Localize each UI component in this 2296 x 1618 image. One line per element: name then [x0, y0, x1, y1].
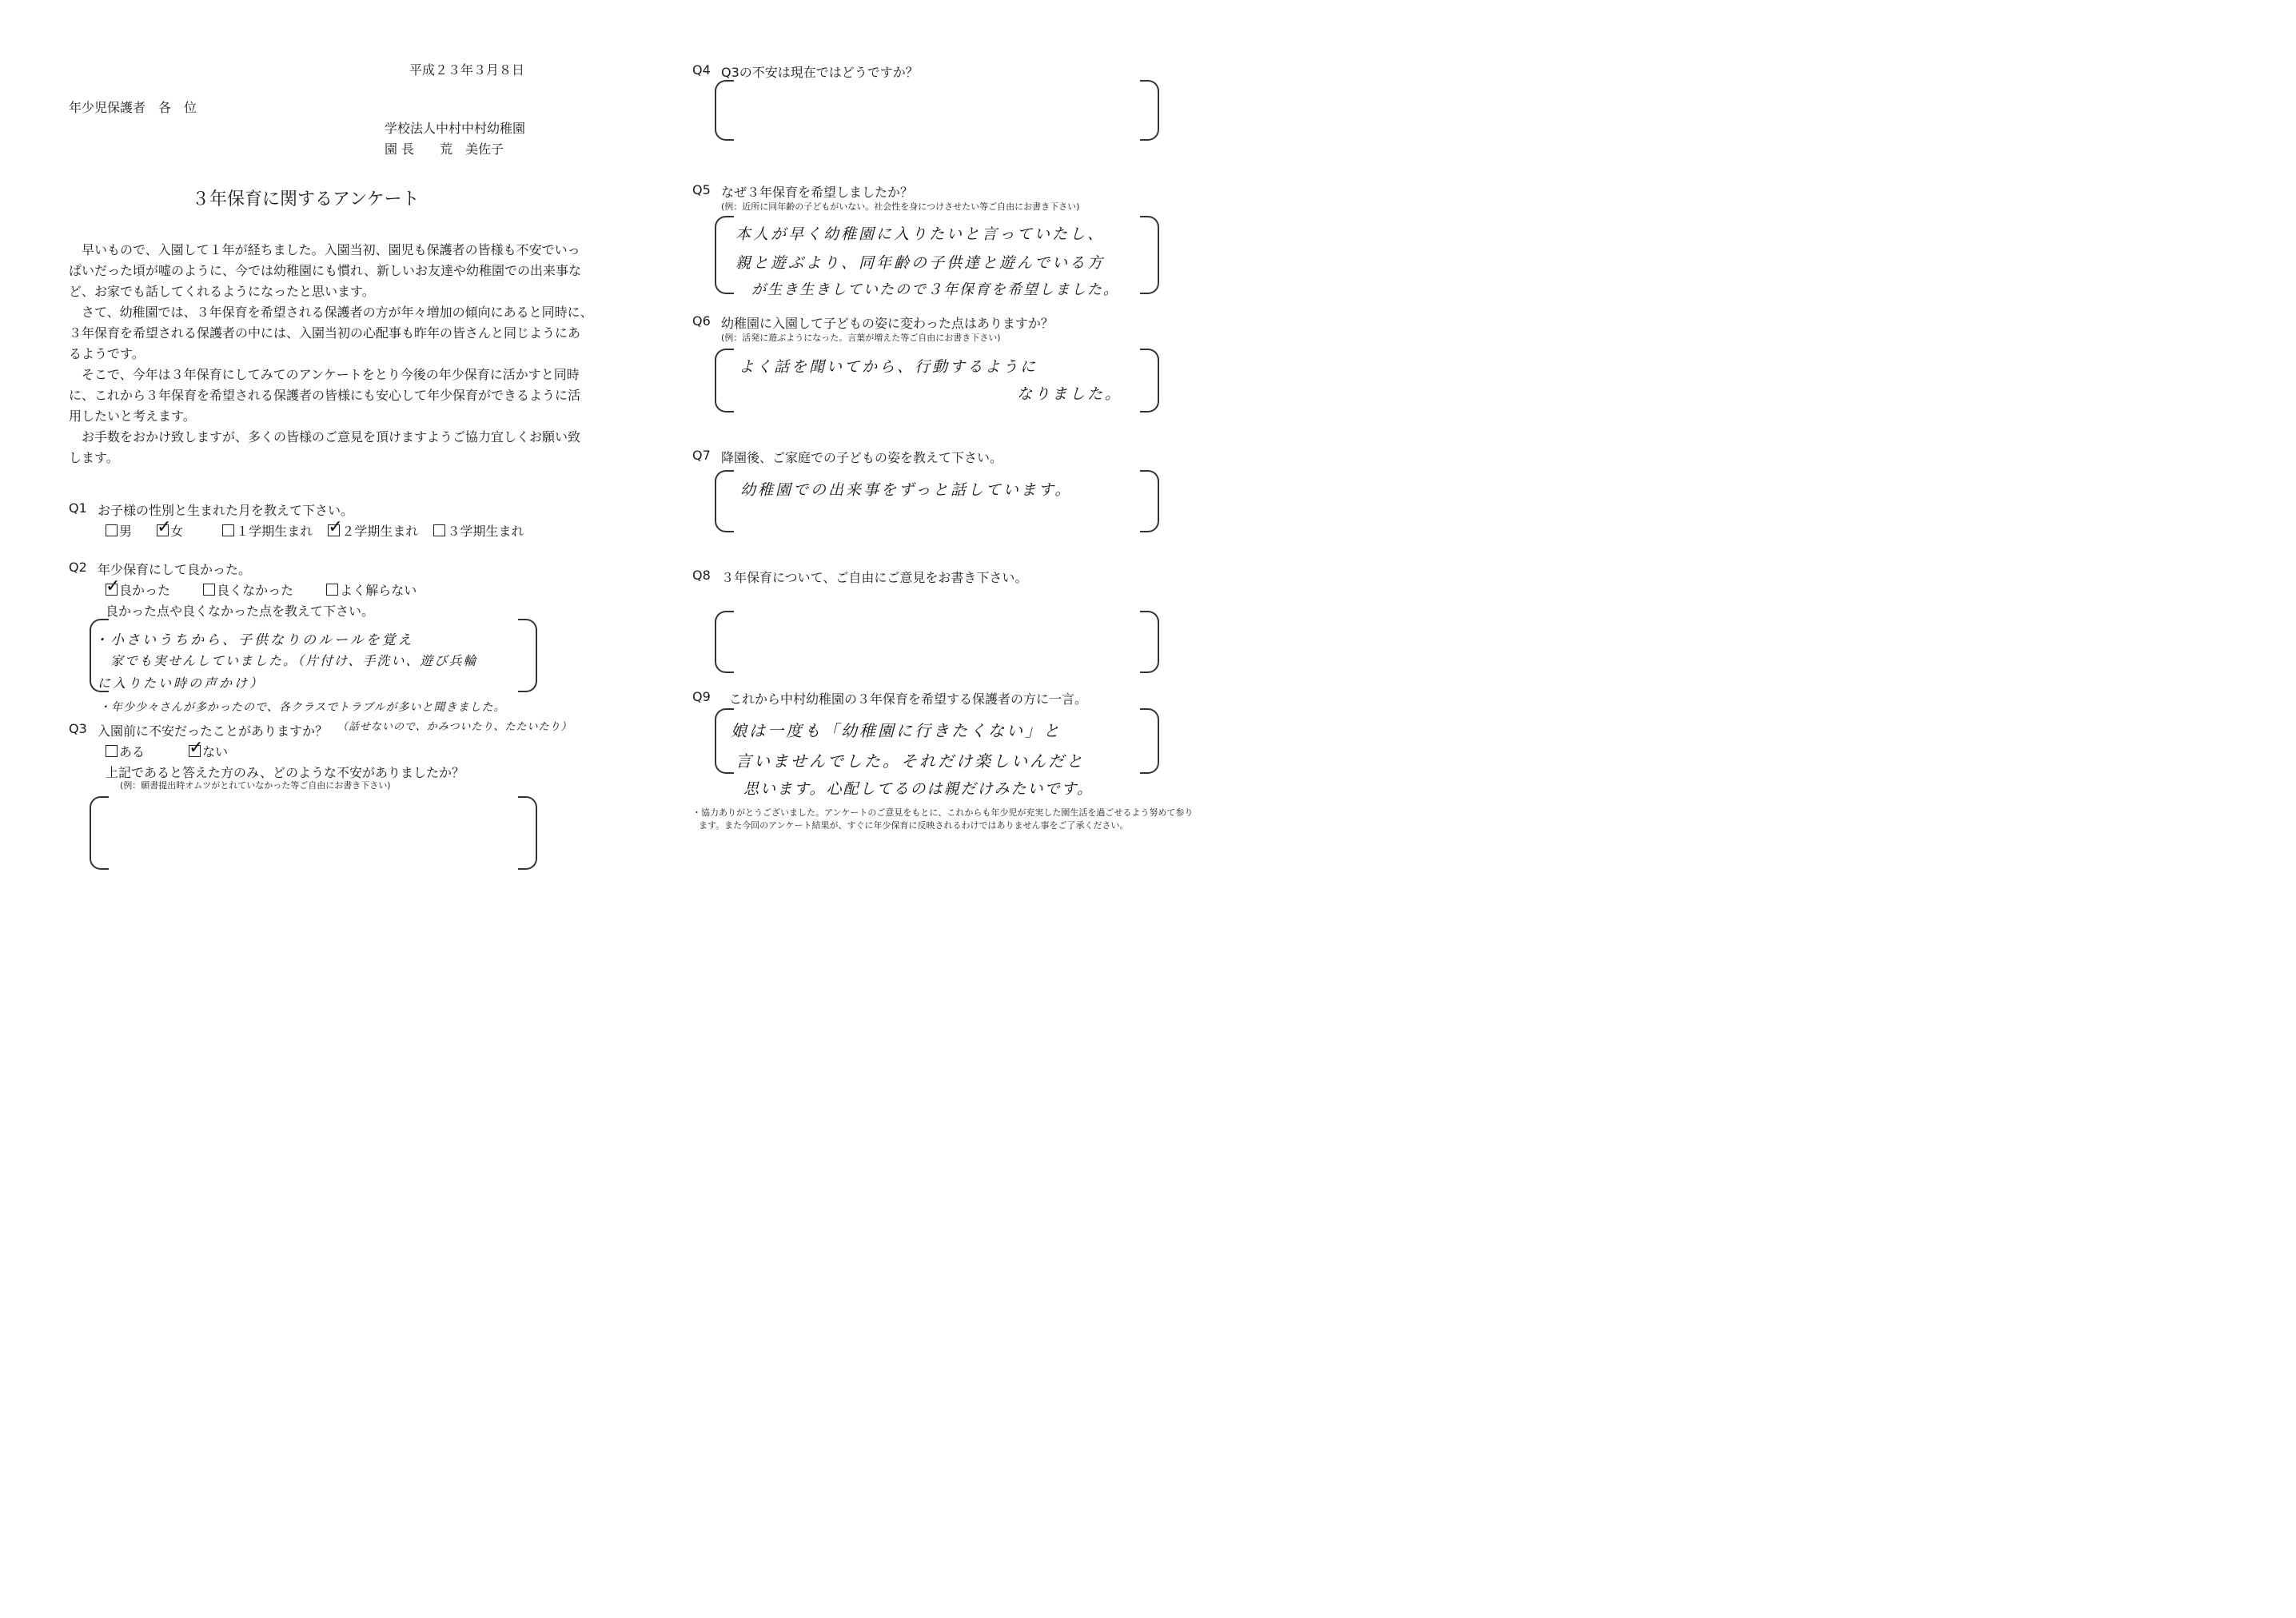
option-yes[interactable]: ある: [106, 742, 145, 760]
q2-number: Q2: [69, 560, 87, 575]
option-no[interactable]: ✓ ない: [189, 742, 228, 760]
q9-question: これから中村幼稚園の３年保育を希望する保護者の方に一言。: [729, 691, 1088, 707]
intro-line: します。: [69, 450, 119, 465]
intro-line: そこで、今年は３年保育にしてみてのアンケートをとり今後の年少保育に活かすと同時: [82, 367, 580, 382]
q6-example: (例：活発に遊ぶようになった。言葉が増えた等ご自由にお書き下さい): [721, 333, 1001, 343]
q9-answer-line: 娘は一度も「幼稚園に行きたくない」と: [731, 721, 1062, 740]
option-male[interactable]: 男: [106, 521, 132, 540]
q4-question: Q3の不安は現在ではどうですか？: [721, 65, 919, 80]
checkbox-checked[interactable]: [157, 524, 169, 536]
option-not-good[interactable]: 良くなかった: [203, 580, 293, 599]
intro-line: ぱいだった頃が嘘のように、今では幼稚園にも慣れ、新しいお友達や幼稚園での出来事な: [69, 263, 581, 278]
intro-line: ど、お家でも話してくれるようになったと思います。: [69, 284, 375, 299]
q1-number: Q1: [69, 500, 87, 516]
q8-number: Q8: [692, 568, 711, 583]
checkbox[interactable]: [326, 584, 338, 596]
q5-number: Q5: [692, 182, 711, 197]
checkbox-checked[interactable]: [189, 745, 201, 757]
q2-question: 年少保育にして良かった。: [98, 562, 252, 577]
intro-line: 早いもので、入園して１年が経ちました。入園当初、園児も保護者の皆様も不安でいっ: [82, 242, 580, 257]
q3-number: Q3: [69, 721, 87, 736]
q3-subquestion: 上記であると答えた方のみ、どのような不安がありましたか？: [106, 765, 464, 780]
intro-line: ３年保育を希望される保護者の中には、入園当初の心配事も昨年の皆さんと同じようにあ: [69, 325, 581, 341]
q6-answer-line: よく話を聞いてから、行動するように: [739, 358, 1038, 376]
checkbox-checked[interactable]: [328, 524, 340, 536]
checkbox[interactable]: [433, 524, 445, 536]
q8-answer-box[interactable]: [715, 611, 1159, 673]
q3-example: (例：願書提出時オムツがとれていなかった等ご自由にお書き下さい): [120, 780, 391, 791]
q2-handwritten-note: ・年少少々さんが多かったので、各クラスでトラブルが多いと聞きました。: [99, 701, 506, 714]
q2-answer-line: ・小さいうちから、子供なりのルールを覚え: [94, 632, 414, 648]
q3-handwritten-note: （話せないので、かみついたり、たたいたり）: [337, 721, 572, 733]
checkbox[interactable]: [106, 745, 118, 757]
organization: 学校法人中村中村幼稚園: [385, 121, 526, 136]
option-term-2[interactable]: ✓ ２学期生まれ: [328, 521, 418, 540]
intro-line: 用したいと考えます。: [69, 408, 196, 424]
q2-options: [106, 580, 437, 599]
q7-number: Q7: [692, 448, 711, 463]
q4-number: Q4: [692, 62, 711, 78]
q2-answer-line: に入りたい時の声かけ）: [98, 675, 265, 691]
checkbox[interactable]: [203, 584, 215, 596]
q9-answer-line: 言いませんでした。それだけ楽しいんだと: [735, 751, 1085, 771]
q4-answer-box[interactable]: [715, 80, 1159, 141]
q7-question: 降園後、ご家庭での子どもの姿を教えて下さい。: [721, 450, 1003, 465]
q6-number: Q6: [692, 313, 711, 329]
option-good[interactable]: ✓良かった: [106, 580, 170, 599]
option-term-3[interactable]: ３学期生まれ: [433, 521, 524, 540]
principal: 園 長 荒 美佐子: [385, 141, 504, 157]
q1-options: [106, 521, 544, 540]
option-female[interactable]: ✓ 女: [157, 521, 183, 540]
q9-answer-line: 思います。心配してるのは親だけみたいです。: [743, 780, 1094, 798]
q8-question: ３年保育について、ご自由にご意見をお書き下さい。: [721, 570, 1028, 585]
page-title: ３年保育に関するアンケート: [192, 189, 420, 209]
date: 平成２３年３月８日: [409, 62, 525, 78]
recipient: 年少児保護者 各 位: [69, 100, 197, 115]
option-term-1[interactable]: １学期生まれ: [222, 521, 313, 540]
q5-answer-line: が生き生きしていたので３年保育を希望しました。: [751, 281, 1119, 298]
footer-note-line: ・協力ありがとうございました。アンケートのご意見をもとに、これからも年少児が充実した園生活を過ごせるよう努めて参り: [692, 807, 1194, 818]
intro-line: さて、幼稚園では、３年保育を希望される保護者の方が年々増加の傾向にあると同時に、: [82, 305, 593, 320]
q5-example: (例：近所に同年齢の子どもがいない。社会性を身につけさせたい等ご自由にお書き下さい): [721, 201, 1080, 212]
intro-line: に、これから３年保育を希望される保護者の皆様にも安心して年少保育ができるように活: [69, 388, 581, 403]
checkbox[interactable]: [222, 524, 234, 536]
q3-options: [106, 742, 249, 760]
q2-answer-line: 家でも実せんしていました。（片付け、手洗い、遊び兵輪: [110, 653, 478, 668]
q9-number: Q9: [692, 689, 711, 704]
q2-subquestion: 良かった点や良くなかった点を教えて下さい。: [106, 604, 375, 619]
checkbox[interactable]: [106, 524, 118, 536]
intro-line: るようです。: [69, 346, 145, 361]
q5-question: なぜ３年保育を希望しましたか？: [721, 185, 914, 200]
q3-question: 入園前に不安だったことがありますか？: [98, 723, 329, 739]
q6-question: 幼稚園に入園して子どもの姿に変わった点はありますか？: [721, 316, 1054, 331]
q3-answer-box[interactable]: [90, 796, 537, 870]
q5-answer-line: 本人が早く幼稚園に入りたいと言っていたし、: [735, 225, 1106, 243]
footer-note-line: ます。また今回のアンケート結果が、すぐに年少保育に反映されるわけではありません事をご了承ください。: [699, 820, 1129, 831]
option-unsure[interactable]: よく解らない: [326, 580, 417, 599]
q6-answer-line: なりました。: [1017, 385, 1123, 403]
checkbox-checked[interactable]: [106, 584, 118, 596]
q7-answer-line: 幼稚園での出来事をずっと話しています。: [740, 481, 1073, 499]
intro-line: お手数をおかけ致しますが、多くの皆様のご意見を頂けますようご協力宜しくお願い致: [82, 429, 581, 444]
q5-answer-line: 親と遊ぶより、同年齢の子供達と遊んでいる方: [735, 254, 1106, 272]
q1-question: お子様の性別と生まれた月を教えて下さい。: [98, 503, 354, 518]
